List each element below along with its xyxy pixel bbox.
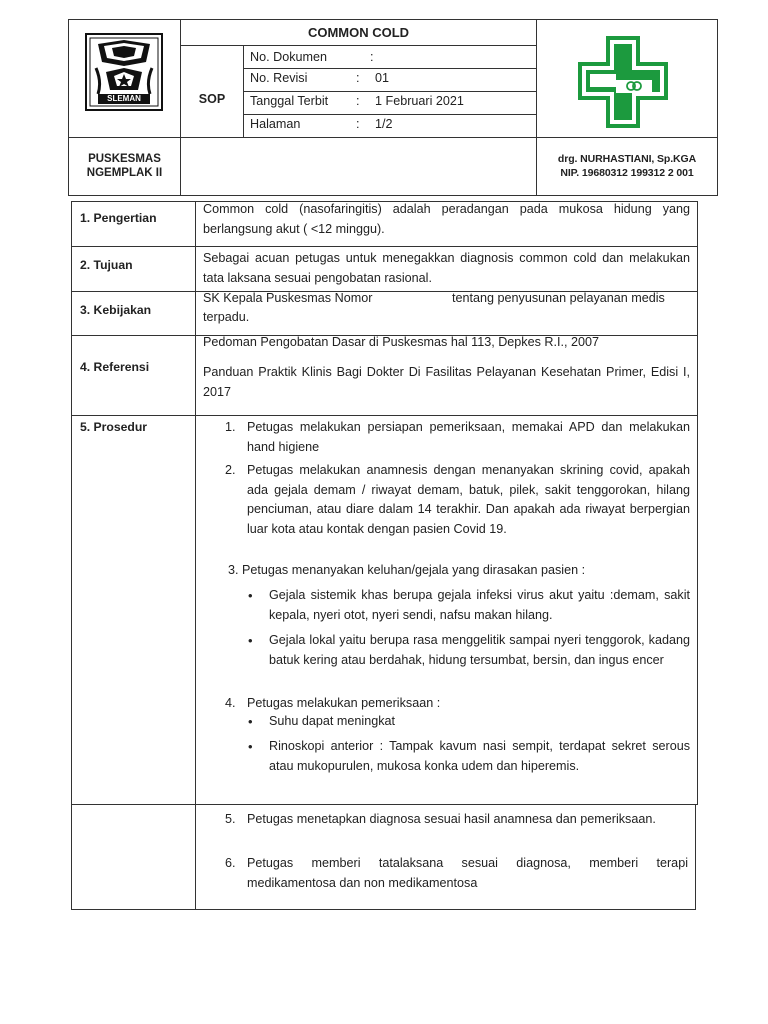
pengertian-text: Common cold (nasofaringitis) adalah peradangan pada mukosa hidung yang berlangsung akut ( <12 minggu). (203, 202, 690, 236)
step-text-1: Petugas melakukan persiapan pemeriksaan, memakai APD dan melakukan hand higiene (247, 420, 690, 454)
field-sep-revisi: : (356, 71, 360, 85)
step4-bullet-2: Rinoskopi anterior : Tampak kavum nasi sempit, terdapat sekret serous atau mukopurulen, mukosa konka udem dan hiperemis. (269, 739, 690, 773)
bullet-dot: • (248, 714, 253, 729)
step-number-6: 6. (225, 856, 236, 870)
logo-caption: SLEMAN (107, 94, 141, 103)
step-text-5: Petugas menetapkan diagnosa sesuai hasil anamnesa dan pemeriksaan. (247, 812, 656, 826)
step-number-4: 4. (225, 696, 236, 710)
signer-nip: NIP. 19680312 199312 2 001 (560, 167, 694, 179)
field-sep-halaman: : (356, 117, 360, 131)
kebijakan-text-a: SK Kepala Puskesmas Nomor (203, 291, 373, 305)
step4-bullet-1: Suhu dapat meningkat (269, 714, 396, 728)
field-label-tanggal: Tanggal Terbit (250, 94, 329, 108)
section-label-prosedur: 5. Prosedur (80, 420, 148, 434)
step-number-2: 2. (225, 463, 236, 477)
step3-bullet-2: Gejala lokal yaitu berupa rasa menggelitik sampai nyeri tenggorok, kadang batuk kering atau berdahak, hidung tersumbat, bersin, dan ingus encer (269, 633, 690, 667)
field-value-halaman: 1/2 (375, 117, 393, 131)
field-label-revisi: No. Revisi (250, 71, 308, 85)
step-text-6: Petugas memberi tatalaksana sesuai diagnosa, memberi terapi medikamentosa dan non medikamentosa (247, 856, 688, 890)
step-number-3: 3. (228, 563, 239, 577)
signer-name: drg. NURHASTIANI, Sp.KGA (557, 153, 697, 165)
section-label-tujuan: 2. Tujuan (80, 258, 133, 272)
sleman-logo (84, 32, 164, 112)
org-name (69, 152, 180, 180)
puskesmas-logo (578, 36, 668, 128)
step-text-3: Petugas menanyakan keluhan/gejala yang dirasakan pasien : (242, 563, 586, 577)
section-label-pengertian: 1. Pengertian (80, 211, 157, 225)
section-label-kebijakan: 3. Kebijakan (80, 303, 152, 317)
field-sep-dokumen: : (370, 50, 374, 64)
field-sep-tanggal: : (356, 94, 360, 108)
field-value-revisi: 01 (375, 71, 390, 85)
signer-block (537, 152, 717, 180)
section-label-referensi: 4. Referensi (80, 360, 150, 374)
bullet-dot: • (248, 633, 253, 648)
referensi-item-1: Pedoman Pengobatan Dasar di Puskesmas hal 113, Depkes R.I., 2007 (203, 335, 600, 349)
document-title: COMMON COLD (307, 25, 410, 40)
field-label-halaman: Halaman (250, 117, 301, 131)
step-text-4: Petugas melakukan pemeriksaan : (247, 696, 441, 710)
tujuan-text: Sebagai acuan petugas untuk menegakkan diagnosis common cold dan melakukan tata laksana sesuai pengobatan rasional. (203, 251, 690, 285)
sop-label: SOP (198, 92, 226, 106)
step3-bullet-1: Gejala sistemik khas berupa gejala infeksi virus akut yaitu :demam, sakit kepala, nyeri otot, nyeri sendi, nafsu makan hilang. (269, 588, 690, 622)
field-label-dokumen: No. Dokumen (250, 50, 327, 64)
bullet-dot: • (248, 588, 253, 603)
health-cross-icon (578, 36, 668, 128)
org-name-line1: PUSKESMAS (88, 153, 161, 165)
bullet-dot: • (248, 739, 253, 754)
step-number-5: 5. (225, 812, 236, 826)
kebijakan-text-b: tentang penyusunan pelayanan medis (452, 291, 665, 305)
step-number-1: 1. (225, 420, 236, 434)
org-name-line2: NGEMPLAK II (86, 167, 163, 179)
step-text-2: Petugas melakukan anamnesis dengan menanyakan skrining covid, apakah ada gejala demam / riwayat demam, batuk, pilek, sakit tenggorokan, hilang penciuman, atau diare dalam 14 terakhir. Dan apakah ada riwayat berpergian luar kota atau kontak dengan pasien Covid 19. (247, 463, 690, 536)
referensi-item-2: Panduan Praktik Klinis Bagi Dokter Di Fasilitas Pelayanan Kesehatan Primer, Edisi I, 2017 (203, 365, 690, 399)
step-3 (228, 561, 585, 581)
field-value-tanggal: 1 Februari 2021 (375, 94, 464, 108)
kebijakan-text-c: terpadu. (203, 310, 250, 324)
